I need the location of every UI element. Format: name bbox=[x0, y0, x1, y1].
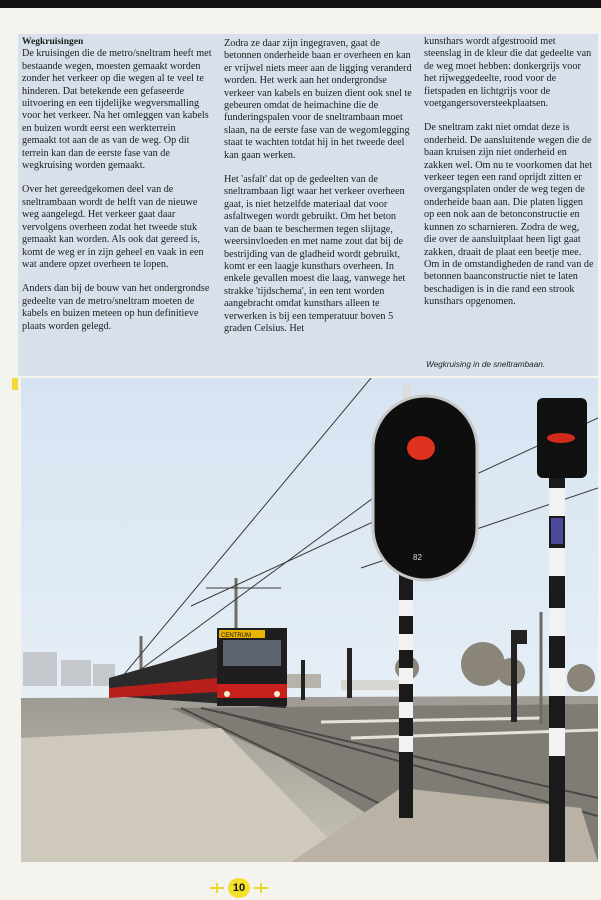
page-number-footer bbox=[208, 878, 270, 900]
margin-marker bbox=[12, 378, 18, 390]
tram-destination-sign: CENTRUM bbox=[221, 633, 251, 639]
article-paragraph: Zodra ze daar zijn ingegraven, gaat de betonnen onderheide baan er overheen en kan er vrijwel niets meer aan de ligging veranderd worden. Het werk aan het ondergrondse verkeer van kabels en buizen dient ook snel te gebeuren omdat de heimachine die de funderingspalen voor de sneltrambaan moet slaan, na de eerste fase van de wegomlegging staat te wachten totdat hij in het tweede deel kan gaan werken. bbox=[224, 38, 412, 161]
article-paragraph: Het 'asfalt' dat op de gedeelten van de sneltrambaan ligt waar het verkeer overheen gaat, is niet hetzelfde materiaal dat voor asfaltwegen wordt gebruikt. Om het beton van de baan te beschermen tegen slijtage, weersinvloeden en met name zout dat bij de bestrijding van de gladheid wordt gebruikt, komt er een laagje kunsthars overheen. In enkele gevallen moest die laag, vanwege het strakke 'tijdschema', in een tent worden aangebracht omdat kunsthars alleen te verwerken is bij een temperatuur boven 5 graden Celsius. Het bbox=[224, 174, 406, 334]
red-signal-light bbox=[407, 436, 435, 460]
ornament-left-icon bbox=[210, 883, 224, 893]
page-number: 10 bbox=[228, 878, 250, 898]
article-column-2 bbox=[224, 38, 412, 347]
photo-illustration bbox=[21, 378, 598, 862]
tram-crossing-photo bbox=[21, 378, 598, 862]
article-column-3 bbox=[424, 36, 594, 321]
ornament-right-icon bbox=[254, 883, 268, 893]
article-paragraph: Wegkruisingen De kruisingen die de metro/sneltram heeft met bestaande wegen, moesten gemaakt worden zonder het verkeer op die wegen al te veel te hinderen. Dat betekende een gefaseerde uitvoering en een tijdelijke wegversmalling voor het verkeer. Na het omleggen van kabels en buizen wordt eerst een werkterrein gemaakt tot aan de as van de weg. Op dit terrein kan dan de eerste fase van de wegkruising worden gemaakt. bbox=[22, 37, 212, 172]
article-paragraph: Over het gereedgekomen deel van de sneltrambaan wordt de helft van de nieuwe weg aangelegd. Het verkeer gaat daar vervolgens overheen zodat het tweede stuk gemaakt kan worden. Als ook dat gereed is, komt de weg er in zijn geheel en vaak in een wat andere opzet overheen te lopen. bbox=[22, 184, 204, 270]
article-paragraph: kunsthars wordt afgestrooid met steenslag in de kleur die dat gedeelte van de weg moet hebben: donkergrijs voor het rijweggedeelte, rood voor de fietspaden en lichtgrijs voor de voetgangersoversteekplaatsen. bbox=[424, 36, 592, 110]
photo-caption: Wegkruising in de sneltrambaan. bbox=[426, 360, 546, 369]
article-column-1 bbox=[22, 36, 212, 345]
article-paragraph: Anders dan bij de bouw van het ondergrondse gedeelte van de metro/sneltram moeten de kabels en buizen meteen op hun definitieve plaats worden gelegd. bbox=[22, 283, 210, 332]
section-heading: Wegkruisingen bbox=[22, 37, 84, 47]
top-edge-bar bbox=[0, 0, 601, 8]
signal-number: 82 bbox=[413, 553, 422, 562]
article-paragraph: De sneltram zakt niet omdat deze is onderheid. De aansluitende wegen die de baan kruisen zijn niet onderheid en zakken wel. Om nu te voorkomen dat het verkeer tegen een rand oprijdt zitten er overgangsplaten onder de weg tegen de onderheide baan aan. Die platen liggen op een nok aan de betonconstructie en kunnen zo scharnieren. Zodra de weg, die over de aansluitplaat heen ligt gaat zakken, draait de plaat een beetje mee. Om in de omstandigheden de rand van de betonnen baanconstructie niet te laten beschadigen is in die rand een strook kunsthars opgenomen. bbox=[424, 122, 594, 308]
